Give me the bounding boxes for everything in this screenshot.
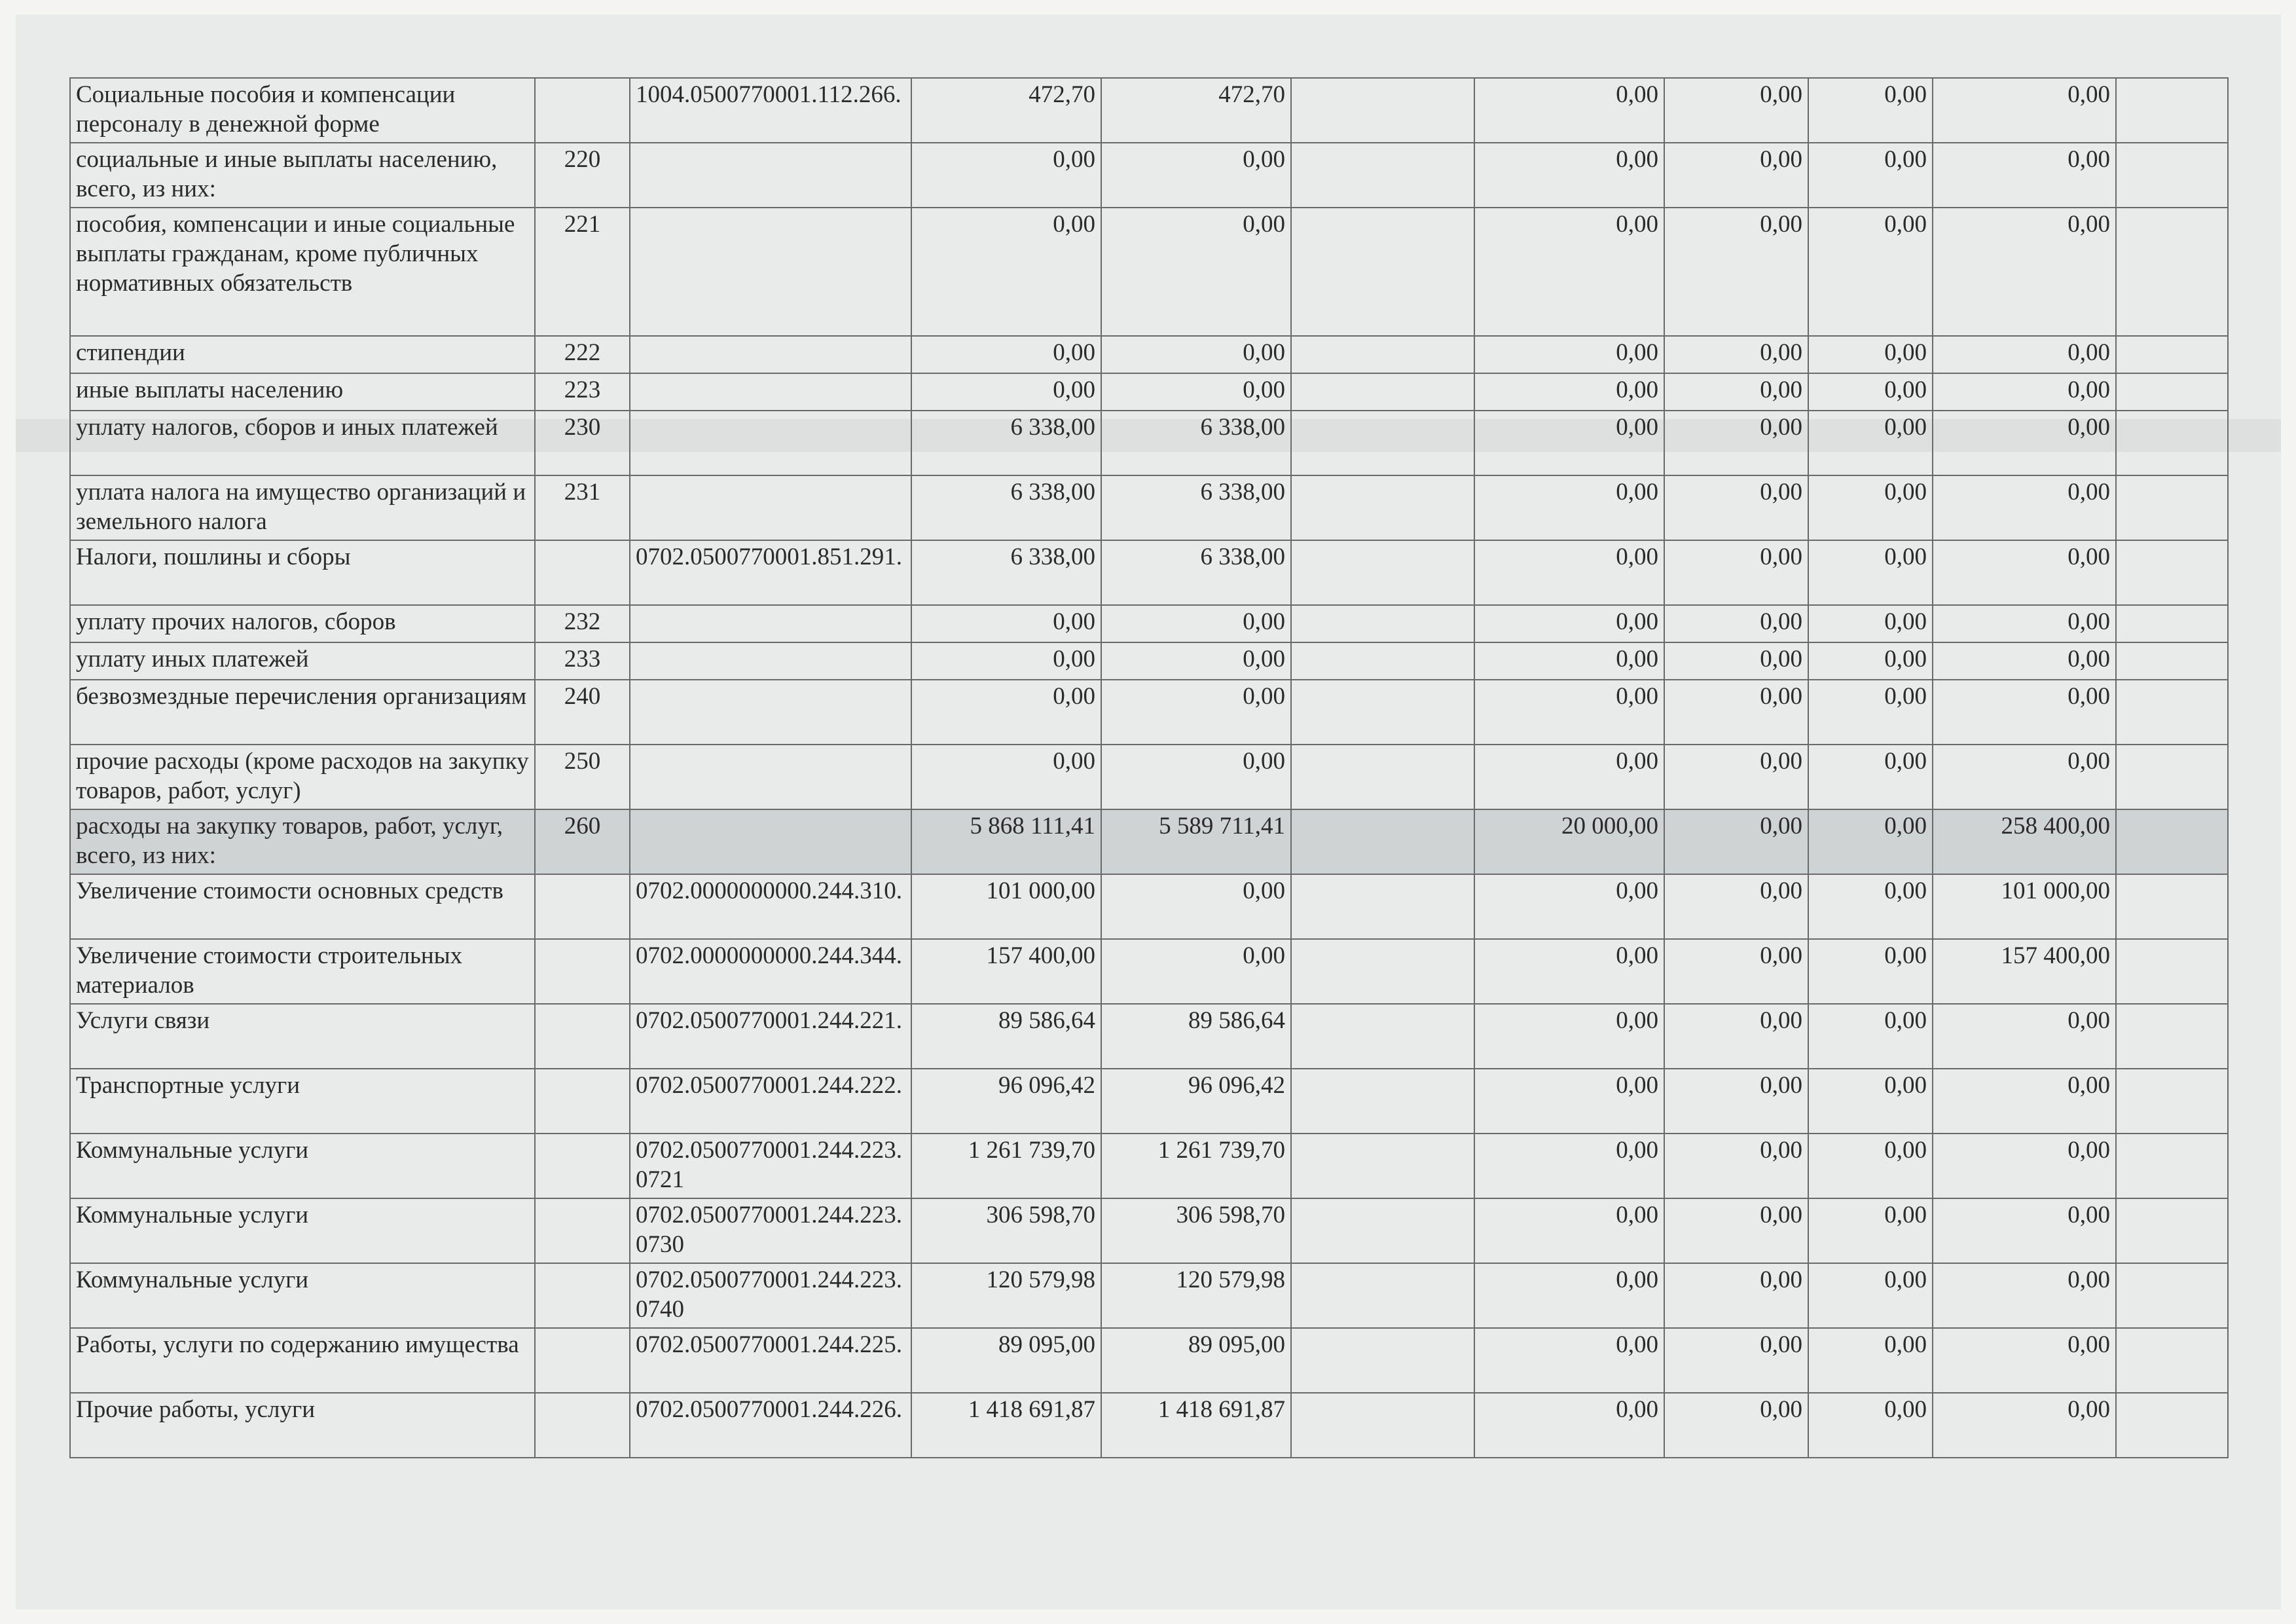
row-line-code: [535, 1004, 630, 1069]
row-col2: 0,00: [1101, 143, 1291, 208]
row-name: безвозмездные перечисления организациям: [70, 680, 535, 745]
row-name: Транспортные услуги: [70, 1069, 535, 1134]
row-col4: 0,00: [1474, 1069, 1664, 1134]
row-col3: [1291, 680, 1474, 745]
row-line-code: 250: [535, 745, 630, 809]
row-col5: 0,00: [1664, 475, 1808, 540]
row-col4: 0,00: [1474, 475, 1664, 540]
row-col6: 0,00: [1808, 874, 1933, 939]
row-budget-code: [630, 208, 911, 336]
row-col8: [2116, 143, 2228, 208]
row-line-code: 233: [535, 642, 630, 680]
row-col7: 0,00: [1933, 373, 2116, 411]
row-col8: [2116, 809, 2228, 874]
row-col5: 0,00: [1664, 78, 1808, 143]
row-col5: 0,00: [1664, 809, 1808, 874]
row-budget-code: [630, 642, 911, 680]
row-line-code: 231: [535, 475, 630, 540]
row-col3: [1291, 1263, 1474, 1328]
table-row: [70, 745, 2228, 809]
row-col8: [2116, 475, 2228, 540]
row-col2: 89 095,00: [1101, 1328, 1291, 1393]
row-col8: [2116, 1263, 2228, 1328]
table-row: [70, 809, 2228, 874]
row-total: 0,00: [911, 208, 1101, 336]
row-budget-code: 0702.0000000000.244.344.: [630, 939, 911, 1004]
row-col7: 0,00: [1933, 143, 2116, 208]
table-row: [70, 208, 2228, 336]
row-col8: [2116, 411, 2228, 475]
table-row: [70, 1069, 2228, 1134]
table-row: [70, 642, 2228, 680]
row-col4: 0,00: [1474, 208, 1664, 336]
row-budget-code: 0702.0000000000.244.310.: [630, 874, 911, 939]
table-row: [70, 1328, 2228, 1393]
row-col7: 0,00: [1933, 1198, 2116, 1263]
row-total: 0,00: [911, 336, 1101, 373]
row-total: 0,00: [911, 745, 1101, 809]
row-col6: 0,00: [1808, 605, 1933, 642]
row-col2: 306 598,70: [1101, 1198, 1291, 1263]
row-col6: 0,00: [1808, 208, 1933, 336]
row-col2: 1 261 739,70: [1101, 1134, 1291, 1198]
row-col5: 0,00: [1664, 540, 1808, 605]
row-line-code: 260: [535, 809, 630, 874]
row-col8: [2116, 1328, 2228, 1393]
row-col7: 0,00: [1933, 1263, 2116, 1328]
row-col2: 6 338,00: [1101, 411, 1291, 475]
row-col7: 101 000,00: [1933, 874, 2116, 939]
table-row: [70, 1263, 2228, 1328]
row-col6: 0,00: [1808, 1328, 1933, 1393]
row-col3: [1291, 809, 1474, 874]
row-col3: [1291, 1393, 1474, 1458]
row-col5: 0,00: [1664, 605, 1808, 642]
row-col7: 0,00: [1933, 1134, 2116, 1198]
row-col3: [1291, 373, 1474, 411]
row-col6: 0,00: [1808, 78, 1933, 143]
row-line-code: [535, 540, 630, 605]
row-budget-code: 0702.0500770001.851.291.: [630, 540, 911, 605]
row-budget-code: 0702.0500770001.244.226.: [630, 1393, 911, 1458]
row-col8: [2116, 745, 2228, 809]
row-total: 0,00: [911, 642, 1101, 680]
row-col7: 258 400,00: [1933, 809, 2116, 874]
row-total: 6 338,00: [911, 475, 1101, 540]
table-row: [70, 1393, 2228, 1458]
row-col3: [1291, 939, 1474, 1004]
row-budget-code: 0702.0500770001.244.222.: [630, 1069, 911, 1134]
budget-table-body: [70, 78, 2228, 1458]
row-col4: 0,00: [1474, 143, 1664, 208]
row-budget-code: 1004.0500770001.112.266.: [630, 78, 911, 143]
row-col7: 0,00: [1933, 680, 2116, 745]
row-col3: [1291, 1198, 1474, 1263]
row-line-code: [535, 1328, 630, 1393]
row-col4: 0,00: [1474, 1328, 1664, 1393]
row-col5: 0,00: [1664, 1134, 1808, 1198]
row-col6: 0,00: [1808, 1198, 1933, 1263]
row-col4: 0,00: [1474, 745, 1664, 809]
row-col4: 0,00: [1474, 680, 1664, 745]
row-col8: [2116, 1393, 2228, 1458]
row-total: 1 418 691,87: [911, 1393, 1101, 1458]
row-col2: 0,00: [1101, 336, 1291, 373]
row-line-code: 240: [535, 680, 630, 745]
row-col8: [2116, 874, 2228, 939]
row-col3: [1291, 874, 1474, 939]
row-name: Коммунальные услуги: [70, 1263, 535, 1328]
row-total: 1 261 739,70: [911, 1134, 1101, 1198]
row-col5: 0,00: [1664, 745, 1808, 809]
row-col2: 96 096,42: [1101, 1069, 1291, 1134]
row-col5: 0,00: [1664, 1393, 1808, 1458]
row-col2: 0,00: [1101, 605, 1291, 642]
row-total: 157 400,00: [911, 939, 1101, 1004]
row-col3: [1291, 411, 1474, 475]
row-name: Прочие работы, услуги: [70, 1393, 535, 1458]
row-budget-code: [630, 680, 911, 745]
table-row: [70, 1198, 2228, 1263]
row-col8: [2116, 78, 2228, 143]
row-total: 101 000,00: [911, 874, 1101, 939]
row-col6: 0,00: [1808, 1004, 1933, 1069]
row-col8: [2116, 939, 2228, 1004]
row-col5: 0,00: [1664, 874, 1808, 939]
row-name: Работы, услуги по содержанию имущества: [70, 1328, 535, 1393]
row-col4: 0,00: [1474, 642, 1664, 680]
table-row: [70, 605, 2228, 642]
row-col2: 6 338,00: [1101, 475, 1291, 540]
row-budget-code: 0702.0500770001.244.223.0721: [630, 1134, 911, 1198]
row-budget-code: [630, 475, 911, 540]
row-total: 0,00: [911, 373, 1101, 411]
row-budget-code: [630, 809, 911, 874]
row-total: 89 586,64: [911, 1004, 1101, 1069]
table-row: [70, 475, 2228, 540]
row-col4: 0,00: [1474, 411, 1664, 475]
row-name: прочие расходы (кроме расходов на закупку товаров, работ, услуг): [70, 745, 535, 809]
table-row: [70, 1134, 2228, 1198]
row-col6: 0,00: [1808, 809, 1933, 874]
row-col8: [2116, 1004, 2228, 1069]
row-line-code: 220: [535, 143, 630, 208]
table-row: [70, 336, 2228, 373]
row-col6: 0,00: [1808, 373, 1933, 411]
row-col3: [1291, 1069, 1474, 1134]
row-line-code: [535, 78, 630, 143]
row-col6: 0,00: [1808, 642, 1933, 680]
row-line-code: [535, 939, 630, 1004]
row-col2: 6 338,00: [1101, 540, 1291, 605]
row-col8: [2116, 336, 2228, 373]
row-col7: 0,00: [1933, 78, 2116, 143]
row-line-code: 230: [535, 411, 630, 475]
row-name: Коммунальные услуги: [70, 1134, 535, 1198]
row-col4: 0,00: [1474, 1134, 1664, 1198]
row-total: 96 096,42: [911, 1069, 1101, 1134]
row-col4: 0,00: [1474, 540, 1664, 605]
row-col8: [2116, 1134, 2228, 1198]
row-col4: 0,00: [1474, 939, 1664, 1004]
row-col5: 0,00: [1664, 1069, 1808, 1134]
row-col7: 0,00: [1933, 336, 2116, 373]
row-col7: 0,00: [1933, 1004, 2116, 1069]
row-col6: 0,00: [1808, 1263, 1933, 1328]
table-row: [70, 373, 2228, 411]
budget-table: [69, 77, 2229, 1458]
table-row: [70, 874, 2228, 939]
row-col6: 0,00: [1808, 475, 1933, 540]
row-budget-code: 0702.0500770001.244.225.: [630, 1328, 911, 1393]
row-col8: [2116, 373, 2228, 411]
row-col4: 0,00: [1474, 874, 1664, 939]
row-col3: [1291, 642, 1474, 680]
row-col3: [1291, 336, 1474, 373]
row-col7: 0,00: [1933, 605, 2116, 642]
row-col4: 0,00: [1474, 78, 1664, 143]
row-col3: [1291, 208, 1474, 336]
row-budget-code: 0702.0500770001.244.223.0730: [630, 1198, 911, 1263]
row-col2: 472,70: [1101, 78, 1291, 143]
row-col2: 120 579,98: [1101, 1263, 1291, 1328]
row-col4: 0,00: [1474, 1004, 1664, 1069]
row-col8: [2116, 605, 2228, 642]
row-total: 0,00: [911, 143, 1101, 208]
row-name: Коммунальные услуги: [70, 1198, 535, 1263]
row-col6: 0,00: [1808, 1134, 1933, 1198]
row-col2: 0,00: [1101, 373, 1291, 411]
row-col3: [1291, 540, 1474, 605]
row-name: стипендии: [70, 336, 535, 373]
row-name: пособия, компенсации и иные социальные выплаты гражданам, кроме публичных нормативных обязательств: [70, 208, 535, 336]
row-name: социальные и иные выплаты населению, всего, из них:: [70, 143, 535, 208]
row-total: 6 338,00: [911, 411, 1101, 475]
row-col4: 20 000,00: [1474, 809, 1664, 874]
row-col7: 0,00: [1933, 540, 2116, 605]
row-col7: 0,00: [1933, 208, 2116, 336]
row-col2: 0,00: [1101, 939, 1291, 1004]
row-col5: 0,00: [1664, 1198, 1808, 1263]
row-total: 5 868 111,41: [911, 809, 1101, 874]
row-name: иные выплаты населению: [70, 373, 535, 411]
row-col4: 0,00: [1474, 336, 1664, 373]
row-col5: 0,00: [1664, 373, 1808, 411]
row-budget-code: [630, 411, 911, 475]
row-line-code: [535, 874, 630, 939]
table-row: [70, 680, 2228, 745]
row-name: Увеличение стоимости основных средств: [70, 874, 535, 939]
row-col6: 0,00: [1808, 939, 1933, 1004]
row-col8: [2116, 642, 2228, 680]
row-budget-code: [630, 336, 911, 373]
row-line-code: 232: [535, 605, 630, 642]
row-col3: [1291, 475, 1474, 540]
table-row: [70, 1004, 2228, 1069]
table-row: [70, 78, 2228, 143]
row-line-code: 222: [535, 336, 630, 373]
row-col4: 0,00: [1474, 1263, 1664, 1328]
row-line-code: 223: [535, 373, 630, 411]
row-col4: 0,00: [1474, 1393, 1664, 1458]
row-budget-code: [630, 605, 911, 642]
row-total: 0,00: [911, 680, 1101, 745]
row-col3: [1291, 143, 1474, 208]
row-budget-code: 0702.0500770001.244.221.: [630, 1004, 911, 1069]
row-col6: 0,00: [1808, 143, 1933, 208]
row-col3: [1291, 1328, 1474, 1393]
row-name: Услуги связи: [70, 1004, 535, 1069]
row-col5: 0,00: [1664, 336, 1808, 373]
row-col7: 0,00: [1933, 1069, 2116, 1134]
row-col8: [2116, 1198, 2228, 1263]
row-col3: [1291, 1134, 1474, 1198]
row-col2: 0,00: [1101, 208, 1291, 336]
row-col6: 0,00: [1808, 1069, 1933, 1134]
row-col6: 0,00: [1808, 411, 1933, 475]
row-col4: 0,00: [1474, 373, 1664, 411]
row-col8: [2116, 1069, 2228, 1134]
table-row: [70, 143, 2228, 208]
row-col5: 0,00: [1664, 680, 1808, 745]
row-col6: 0,00: [1808, 1393, 1933, 1458]
row-name: расходы на закупку товаров, работ, услуг, всего, из них:: [70, 809, 535, 874]
table-row: [70, 939, 2228, 1004]
row-name: уплату иных платежей: [70, 642, 535, 680]
row-col7: 0,00: [1933, 745, 2116, 809]
row-name: уплата налога на имущество организаций и земельного налога: [70, 475, 535, 540]
row-line-code: [535, 1263, 630, 1328]
row-line-code: [535, 1393, 630, 1458]
row-col5: 0,00: [1664, 1263, 1808, 1328]
row-col2: 0,00: [1101, 642, 1291, 680]
row-col7: 0,00: [1933, 411, 2116, 475]
row-col3: [1291, 78, 1474, 143]
row-budget-code: [630, 373, 911, 411]
row-name: уплату налогов, сборов и иных платежей: [70, 411, 535, 475]
table-row: [70, 540, 2228, 605]
row-col3: [1291, 745, 1474, 809]
table-row: [70, 411, 2228, 475]
row-col7: 0,00: [1933, 642, 2116, 680]
row-line-code: [535, 1198, 630, 1263]
row-col2: 89 586,64: [1101, 1004, 1291, 1069]
row-col6: 0,00: [1808, 540, 1933, 605]
row-name: Налоги, пошлины и сборы: [70, 540, 535, 605]
row-col5: 0,00: [1664, 411, 1808, 475]
row-col2: 5 589 711,41: [1101, 809, 1291, 874]
row-budget-code: [630, 143, 911, 208]
row-col6: 0,00: [1808, 336, 1933, 373]
row-col5: 0,00: [1664, 642, 1808, 680]
row-total: 0,00: [911, 605, 1101, 642]
row-col2: 1 418 691,87: [1101, 1393, 1291, 1458]
row-col7: 0,00: [1933, 475, 2116, 540]
row-col3: [1291, 1004, 1474, 1069]
row-col4: 0,00: [1474, 605, 1664, 642]
row-col8: [2116, 208, 2228, 336]
row-col8: [2116, 540, 2228, 605]
row-budget-code: [630, 745, 911, 809]
row-col5: 0,00: [1664, 1328, 1808, 1393]
row-total: 89 095,00: [911, 1328, 1101, 1393]
row-col7: 0,00: [1933, 1328, 2116, 1393]
row-col7: 157 400,00: [1933, 939, 2116, 1004]
row-total: 472,70: [911, 78, 1101, 143]
row-line-code: [535, 1069, 630, 1134]
row-col2: 0,00: [1101, 745, 1291, 809]
row-col5: 0,00: [1664, 208, 1808, 336]
row-col4: 0,00: [1474, 1198, 1664, 1263]
row-col6: 0,00: [1808, 680, 1933, 745]
row-total: 6 338,00: [911, 540, 1101, 605]
row-total: 120 579,98: [911, 1263, 1101, 1328]
row-total: 306 598,70: [911, 1198, 1101, 1263]
row-budget-code: 0702.0500770001.244.223.0740: [630, 1263, 911, 1328]
row-name: Увеличение стоимости строительных материалов: [70, 939, 535, 1004]
row-col5: 0,00: [1664, 143, 1808, 208]
row-line-code: [535, 1134, 630, 1198]
row-col2: 0,00: [1101, 874, 1291, 939]
row-line-code: 221: [535, 208, 630, 336]
row-col6: 0,00: [1808, 745, 1933, 809]
row-name: уплату прочих налогов, сборов: [70, 605, 535, 642]
row-col8: [2116, 680, 2228, 745]
row-col5: 0,00: [1664, 939, 1808, 1004]
row-col5: 0,00: [1664, 1004, 1808, 1069]
row-name: Социальные пособия и компенсации персоналу в денежной форме: [70, 78, 535, 143]
row-col7: 0,00: [1933, 1393, 2116, 1458]
row-col2: 0,00: [1101, 680, 1291, 745]
row-col3: [1291, 605, 1474, 642]
